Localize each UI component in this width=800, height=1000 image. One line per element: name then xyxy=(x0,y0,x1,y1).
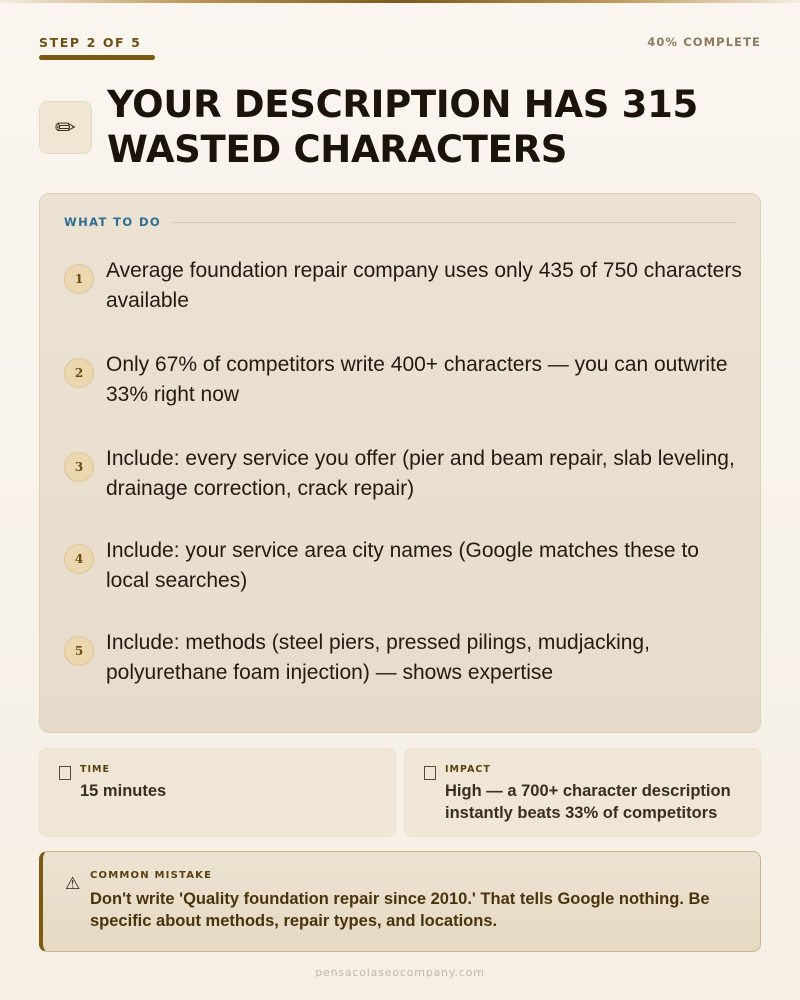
step-number-badge: 4 xyxy=(64,544,94,574)
progress-bar xyxy=(39,55,329,60)
chart-icon xyxy=(424,766,436,780)
todo-item-text: Include: your service area city names (Google matches these to local searches) xyxy=(106,539,699,592)
clock-icon xyxy=(59,766,71,780)
time-card xyxy=(39,748,396,837)
time-label: TIME xyxy=(80,764,110,775)
impact-label: IMPACT xyxy=(445,764,491,775)
impact-value: High — a 700+ character description instantly beats 33% of competitors xyxy=(445,782,731,822)
mistake-text: Don't write 'Quality foundation repair since 2010.' That tells Google nothing. Be specific about methods, repair types, and locations. xyxy=(90,890,710,930)
todo-item-text: Include: every service you offer (pier and beam repair, slab leveling, drainage correction, crack repair) xyxy=(106,447,735,500)
progress-percent: 40% COMPLETE xyxy=(647,35,761,49)
step-indicator: STEP 2 OF 5 xyxy=(39,34,142,50)
warning-icon: ⚠ xyxy=(65,874,81,894)
common-mistake-card xyxy=(39,851,761,952)
step-number-badge: 1 xyxy=(64,264,94,294)
footer-domain: pensacolaseocompany.com xyxy=(315,966,485,979)
todo-item-text: Only 67% of competitors write 400+ characters — you can outwrite 33% right now xyxy=(106,353,728,406)
todo-item-text: Average foundation repair company uses only 435 of 750 characters available xyxy=(106,259,742,312)
time-value: 15 minutes xyxy=(80,782,167,800)
section-title: WHAT TO DO xyxy=(64,215,162,229)
step-header xyxy=(39,34,761,50)
section-divider xyxy=(171,222,737,223)
progress-bar-fill xyxy=(39,55,155,60)
section-header xyxy=(64,215,737,229)
mistake-label: COMMON MISTAKE xyxy=(90,870,213,881)
pencil-icon: ✏ xyxy=(39,101,92,154)
step-number-badge: 2 xyxy=(64,358,94,388)
what-to-do-card xyxy=(39,193,761,733)
step-number-badge: 3 xyxy=(64,452,94,482)
top-accent-rule xyxy=(0,0,800,3)
impact-card xyxy=(404,748,761,837)
todo-item-text: Include: methods (steel piers, pressed pilings, mudjacking, polyurethane foam injection) — shows expertise xyxy=(106,631,650,684)
page-title: YOUR DESCRIPTION HAS 315 WASTED CHARACTERS xyxy=(107,83,698,171)
step-number-badge: 5 xyxy=(64,636,94,666)
